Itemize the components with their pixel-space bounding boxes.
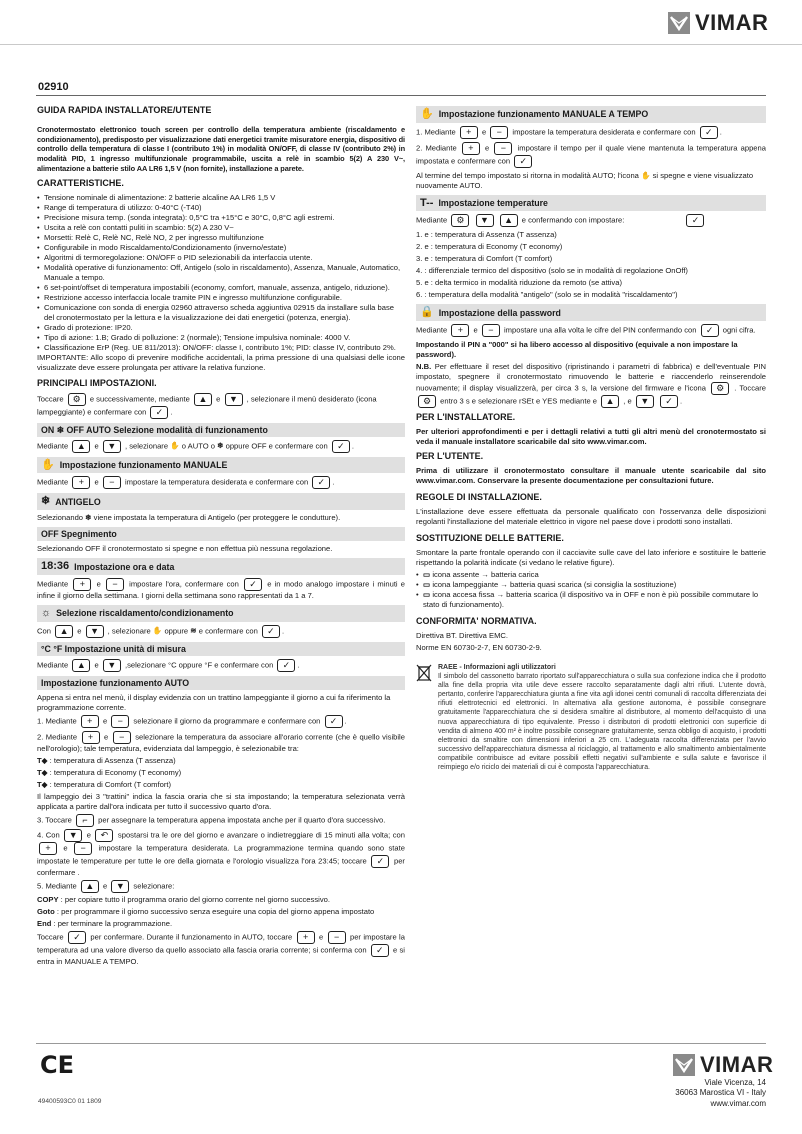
vimar-logo [668, 8, 768, 37]
settings-button-icon: ⚙ [451, 214, 469, 227]
settings-button-icon: ⚙ [68, 393, 86, 406]
heating-icon: ≋ [190, 626, 197, 636]
website-link[interactable]: www.vimar.com [710, 1098, 766, 1108]
minus-button-icon: − [482, 324, 500, 337]
plus-button-icon: + [73, 578, 91, 591]
plus-button-icon: + [82, 731, 100, 744]
list-item: • Uscita a relè con contatti puliti in scambio: 5(2) A 230 V~ [37, 223, 405, 233]
list-item: • Configurabile in modo Riscaldamento/Condizionamento (inverno/estate) [37, 243, 405, 253]
list-item: • Range di temperatura di utilizzo: 0-40°C (-T40) [37, 203, 405, 213]
section-mode-selection: ON ❄ OFF AUTO Selezione modalità di funzionamento [37, 423, 405, 437]
season-text: Con ▲ e ▼ , selezionare ✋ oppure ≋ e confermare con ✓ . [37, 625, 285, 636]
header-divider [0, 44, 802, 45]
down-arrow-button-icon: ▼ [636, 395, 654, 408]
check-button-icon: ✓ [312, 476, 330, 489]
minus-button-icon: − [103, 476, 121, 489]
temp-list-item: 3. e : temperatura di Comfort (T comfort) [416, 254, 553, 264]
hand-icon: ✋ [152, 626, 163, 636]
check-button-icon: ✓ [332, 440, 350, 453]
auto-step-5: 5. Mediante ▲ e ▼ selezionare: [37, 880, 175, 891]
auto-step-4: 4. Con ▼ e ↶ spostarsi tra le ore del giorno e avanzare o indietreggiare di 15 minuti alla volta; con + e − impostare la temperatura desiderata. La programmazione termina quando sono state impostate le temperature per tutte le ore della giornata e l'orologio visualizza l'ora 23:45; toccare ✓ per confermare . [37, 829, 405, 877]
timed-text: Al termine del tempo impostato si ritorna in modalità AUTO; l'icona ✋ si spegne e viene visualizzato nuovamente AUTO. [416, 170, 754, 190]
down-arrow-button-icon: ▼ [103, 659, 121, 672]
installer-title: PER L'INSTALLATORE. [416, 412, 516, 423]
conformity-text: Direttiva BT. Direttiva EMC. [416, 630, 508, 640]
timed-step-2: 2. Mediante + e − impostare il tempo per il quale viene mantenuta la temperatura appena impostata e confermare con ✓ [416, 142, 766, 166]
down-arrow-button-icon: ▼ [111, 880, 129, 893]
down-arrow-button-icon: ▼ [86, 625, 104, 638]
password-free-note: Impostando il PIN a "000" si ha libero accesso al dispositivo (equivale a non impostare la password). [416, 340, 738, 360]
temp-list-item: 6. : temperatura della modalità "antigelo" (solo se in modalità "riscaldamento") [416, 290, 678, 300]
guide-title: GUIDA RAPIDA INSTALLATORE/UTENTE [37, 105, 212, 115]
raee-text: Il simbolo del cassonetto barrato riportato sull'apparecchiatura o sulla sua confezione indica che il prodotto alla fine della propria vita utile deve essere raccolto separatamente dagli altri rifiuti. L'utente dovrà, pertanto, conferire l'apparecchiatura giunta a fine vita agli idonei centri comunali di raccolta differenziata dei rifiuti elettrotecnici ed elettronici. In alternativa alla gestione autonoma, è possibile consegnare gratuitamente l'apparecchiatura che si desidera smaltire al distributore, al momento dell'acquisto di una nuova apparecchiatura di tipo equivalente. Presso i distributori di prodotti elettronici con superficie di vendita di almeno 400 m² è inoltre possibile consegnare gratuitamente, senza obbligo di acquisto, i prodotti elettronici da smaltire con dimensioni inferiori a 25 cm. L'adeguata raccolta differenziata per l'avvio successivo dell'apparecchiatura dismessa al riciclaggio, al trattamento e allo smaltimento ambientalmente compatibile contribuisce ad evitare possibili effetti negativi sull'ambiente e sulla salute e favorisce il reimpiego e/o riciclo dei materiali di cui è composta l'apparecchiatura. [438, 673, 766, 772]
section-timed-manual: ✋ Impostazione funzionamento MANUALE A TEMPO [416, 106, 766, 123]
auto-text-final: Toccare ✓ per confermare. Durante il funzionamento in AUTO, toccare + e − per impostare la temperatura ad una valore diverso da quello associato alla fascia oraria corrente; si conferma con ✓ e si entra in MANUALE A TEMPO. [37, 932, 405, 967]
section-password: 🔒 Impostazione della password [416, 304, 766, 321]
installer-text: Per ulteriori approfondimenti e per i dettagli relativi a tutti gli altri menù del cronotermostato si veda il manuale installatore scaricabile dal sito www.vimar.com. [416, 427, 766, 447]
down-arrow-button-icon: ▼ [103, 440, 121, 453]
manual-text: Mediante + e − impostare la temperatura desiderata e confermare con ✓ . [37, 477, 335, 488]
settings-button-icon: ⚙ [711, 382, 729, 395]
bin-icon [416, 663, 432, 772]
temp-item-absence: T◆ : temperatura di Assenza (T assenza) [37, 755, 176, 765]
section-off: OFF Spegnimento [37, 527, 405, 541]
check-button-icon: ✓ [700, 126, 718, 139]
up-arrow-button-icon: ▲ [55, 625, 73, 638]
check-button-icon: ✓ [68, 931, 86, 944]
down-arrow-button-icon: ▼ [476, 214, 494, 227]
hand-clock-icon: ✋ [641, 170, 651, 180]
brand-name: VIMAR [700, 1052, 774, 1077]
raee-content [438, 663, 766, 772]
conformity-title: CONFORMITA' NORMATIVA. [416, 615, 537, 626]
vimar-logo-icon [668, 12, 690, 34]
up-arrow-button-icon: ▲ [81, 880, 99, 893]
hand-clock-icon: ✋ [420, 108, 434, 120]
hand-icon: ✋ [170, 441, 180, 451]
raee-block [416, 663, 766, 772]
settings-button-icon: ⚙ [418, 395, 436, 408]
minus-button-icon: − [494, 142, 512, 155]
title-divider [36, 95, 766, 96]
list-item: • 6 set-point/offset di temperatura impostabili (economy, comfort, manuale, assenza, antigelo, riduzione). [37, 283, 405, 293]
minus-button-icon: − [106, 578, 124, 591]
temp-economy-icon: T◆ [37, 767, 48, 777]
list-item: • Algoritmi di termoregolazione: ON/OFF o PID selezionabili da interfaccia utente. [37, 253, 405, 263]
minus-button-icon: − [113, 731, 131, 744]
list-item: • Classificazione ErP (Reg. UE 811/2013): ON/OFF: classe I, contributo 1%; PID: classe IV, contributo 2%. [37, 343, 405, 353]
left-column [37, 102, 405, 969]
list-item: • ▭ icona lampeggiante → batteria quasi scarica (si consiglia la sostituzione) [416, 580, 766, 590]
snowflake-icon: ❄ [217, 441, 224, 451]
hand-icon: ✋ [41, 458, 55, 471]
copy-option: COPY : per copiare tutto il programma orario del giorno corrente nel giorno successivo. [37, 894, 330, 904]
list-item: • Restrizione accesso interfaccia locale tramite PIN e ingresso multifunzione configurabile. [37, 293, 405, 303]
section-antigelo: ❄ ANTIGELO [37, 493, 405, 510]
company-address [606, 1078, 766, 1109]
check-button-icon: ✓ [277, 659, 295, 672]
section-auto: Impostazione funzionamento AUTO [37, 676, 405, 690]
auto-text-4: Il lampeggio dei 3 "trattini" indica la fascia oraria che si sta impostando; la temperatura selezionata verrà applicata a partire dall'ora indicata per tutto il successivo quarto d'ora. [37, 791, 405, 811]
temp-list-item: 1. e : temperatura di Assenza (T assenza) [416, 230, 557, 240]
sun-icon: ☼ [41, 606, 52, 619]
check-button-icon: ✓ [150, 406, 168, 419]
temp-list-item: 4. : differenziale termico del dispositivo (solo se in modalità di regolazione OnOff) [416, 266, 688, 276]
minus-button-icon: − [74, 842, 92, 855]
check-button-icon: ✓ [371, 944, 389, 957]
minus-button-icon: − [328, 931, 346, 944]
section-clock: 18:36 Impostazione ora e data [37, 558, 405, 575]
user-title: PER L'UTENTE. [416, 451, 484, 462]
rules-title: REGOLE DI INSTALLAZIONE. [416, 491, 542, 502]
unit-text: Mediante ▲ e ▼ ,selezionare °C oppure °F e confermare con ✓ . [37, 659, 300, 670]
plus-button-icon: + [72, 476, 90, 489]
plus-button-icon: + [451, 324, 469, 337]
list-item: • ▭ icona assente → batteria carica [416, 570, 766, 580]
principal-settings-text: Toccare ⚙ e successivamente, mediante ▲ e ▼ , selezionare il menù desiderato (icona lampeggiante) e confermare con ✓ . [37, 393, 377, 417]
check-button-icon: ✓ [262, 625, 280, 638]
principal-settings-title: PRINCIPALI IMPOSTAZIONI. [37, 377, 157, 388]
back-button-icon: ↶ [95, 829, 113, 842]
features-title: CARATTERISTICHE. [37, 177, 124, 188]
plus-button-icon: + [462, 142, 480, 155]
ce-mark-icon: CE [40, 1051, 75, 1079]
section-season: ☼ Selezione riscaldamento/condizionamento [37, 605, 405, 622]
list-item: • Tensione nominale di alimentazione: 2 batterie alcaline AA LR6 1,5 V [37, 193, 405, 203]
quarter-hour-button-icon: ⌐ [76, 814, 94, 827]
plus-button-icon: + [460, 126, 478, 139]
rules-text: L'installazione deve essere effettuata da personale qualificato con l'osservanza delle disposizioni regolanti l'installazione del materiale elettrico in vigore nel paese dove i prodotti sono installati. [416, 506, 766, 526]
temp-comfort-icon: T◆ [37, 779, 48, 789]
minus-button-icon: − [490, 126, 508, 139]
list-item: • ▭ icona accesa fissa → batteria scarica (il dispositivo va in OFF e non è più possibile commutare lo stato di funzionamento). [416, 590, 766, 610]
user-text: Prima di utilizzare il cronotermostato consultare il manuale utente scaricabile dal sito www.vimar.com. Conservare la presente documentazione per consultazioni future. [416, 465, 766, 485]
plus-button-icon: + [81, 715, 99, 728]
battery-icon: ▭ [423, 569, 431, 579]
off-text: Selezionando OFF il cronotermostato si spegne e non effettua più nessuna regolazione. [37, 544, 333, 554]
password-text: Mediante + e − impostare una alla volta le cifre del PIN confermando con ✓ ogni cifra. [416, 325, 756, 336]
list-item: • Grado di protezione: IP20. [37, 323, 405, 333]
right-column [416, 102, 766, 772]
up-arrow-button-icon: ▲ [72, 440, 90, 453]
document-code: 02910 [38, 81, 69, 93]
down-arrow-button-icon: ▼ [225, 393, 243, 406]
battery-title: SOSTITUZIONE DELLE BATTERIE. [416, 532, 564, 543]
vimar-logo [673, 1050, 773, 1079]
temp-item-comfort: T◆ : temperatura di Comfort (T comfort) [37, 779, 172, 789]
up-arrow-button-icon: ▲ [194, 393, 212, 406]
features-list [37, 193, 405, 353]
conformity-norms: Norme EN 60730-2-7, EN 60730-2-9. [416, 642, 542, 652]
temp-list-item: 5. e : delta termico in modalità riduzione da remoto (se attiva) [416, 278, 622, 288]
list-item: • Comunicazione con sonda di energia 02960 attraverso scheda aggiuntiva 02915 da installare sulla base del cronotermostato per la lettura e la visualizzazione dei dati energetici (potenza, energia). [37, 303, 405, 323]
battery-icon: ▭ [423, 589, 431, 599]
timed-step-1: 1. Mediante + e − impostare la temperatura desiderata e confermare con ✓ . [416, 126, 722, 137]
clock-text: Mediante + e − impostare l'ora, confermare con ✓ e in modo analogo impostare i minuti e infine il giorno della settimana. I giorni della settimana sono rappresentati da 1 a 7. [37, 578, 405, 600]
important-note: IMPORTANTE: Allo scopo di prevenire modifiche accidentali, la prima pressione di una qualsiasi delle icone visualizzate deve essere prolungata per attivare la relativa funzione. [37, 352, 405, 372]
goto-option: Goto : per programmare il giorno successivo senza eseguire una copia del giorno appena impostato [37, 907, 375, 917]
list-item: • Modalità operative di funzionamento: Off, Antigelo (solo in riscaldamento), Assenza, Manuale, Automatico, Manuale a tempo. [37, 263, 405, 283]
battery-icon: ▭ [423, 579, 431, 589]
check-button-icon: ✓ [514, 155, 532, 168]
battery-text: Smontare la parte frontale operando con il cacciavite sulle cave del lato inferiore e sostituire le batterie rispettando la polarità indicate (si vedano le relative figure). [416, 547, 766, 567]
check-button-icon: ✓ [244, 578, 262, 591]
address-city: 36063 Marostica VI - Italy [675, 1088, 766, 1098]
list-item: • Tipo di azione: 1.B; Grado di polluzione: 2 (normale); Tensione impulsiva nominale: 4000 V. [37, 333, 405, 343]
brand-name: VIMAR [695, 10, 769, 35]
address-street: Viale Vicenza, 14 [704, 1078, 766, 1087]
vimar-logo-icon [673, 1054, 695, 1076]
minus-button-icon: − [111, 715, 129, 728]
check-button-icon: ✓ [686, 214, 704, 227]
temps-text: Mediante ⚙ ▼ ▲ e confermando con impostare: ✓ [416, 214, 766, 227]
list-item: • Morsetti: Relè C, Relè NC, Relè NO, 2 per ingresso multifunzione [37, 233, 405, 243]
section-unit: °C °F Impostazione unità di misura [37, 642, 405, 656]
plus-button-icon: + [39, 842, 57, 855]
intro-text: Cronotermostato elettronico touch screen per controllo della temperatura ambiente (riscaldamento e condizionamento), predisposto per visualizzazione dati energetici tramite misuratore energia, dispositivo di controllo della temperatura di classe I (contributo 1%) in modalità ON/OFF, di classe IV (contributo 2%) in modalità PID, 1 ingresso multifunzionale programmabile, uscita a relè in scambio 5(2) A 230 V~, alimentazione a batterie stilo AA LR6 1,5 V (non fornite), installazione a parete. [37, 124, 405, 173]
end-option: End : per terminare la programmazione. [37, 919, 173, 929]
auto-step-3: 3. Toccare ⌐ per assegnare la temperatura appena impostata anche per il quarto d'ora successivo. [37, 814, 386, 825]
temp-absence-icon: T◆ [37, 755, 48, 765]
auto-step-1: 1. Mediante + e − selezionare il giorno da programmare e confermare con ✓ . [37, 715, 347, 726]
down-arrow-button-icon: ▼ [64, 829, 82, 842]
mode-text: Mediante ▲ e ▼ , selezionare ✋ o AUTO o ❄ oppure OFF e confermare con ✓ . [37, 440, 355, 451]
temp-list-item: 2. e : temperatura di Economy (T economy) [416, 242, 563, 252]
section-manual: ✋ Impostazione funzionamento MANUALE [37, 457, 405, 474]
list-item: • Precisione misura temp. (sonda integrata): 0,5°C tra +15°C e 30°C, 0,8°C agli estremi. [37, 213, 405, 223]
document-revision-code: 49400593C0 01 1809 [38, 1098, 102, 1105]
temp-item-economy: T◆ : temperatura di Economy (T economy) [37, 767, 182, 777]
up-arrow-button-icon: ▲ [601, 395, 619, 408]
check-button-icon: ✓ [660, 395, 678, 408]
battery-list [416, 570, 766, 610]
thermometer-icon: T-- [420, 196, 434, 209]
up-arrow-button-icon: ▲ [500, 214, 518, 227]
auto-text-1: Appena si entra nel menù, il display evidenzia con un trattino lampeggiante il giorno a cui fa riferimento la programmazione corrente. [37, 692, 391, 712]
snowflake-icon: ❄ [41, 495, 51, 508]
lock-icon: 🔒 [420, 306, 434, 319]
plus-button-icon: + [297, 931, 315, 944]
raee-title: RAEE - Informazioni agli utilizzatori [438, 663, 556, 671]
up-arrow-button-icon: ▲ [72, 659, 90, 672]
antigelo-text: Selezionando ❄ viene impostata la temperatura di Antigelo (per proteggere le condutture). [37, 513, 341, 523]
footer-divider [36, 1043, 766, 1044]
check-button-icon: ✓ [371, 855, 389, 868]
clock-display-icon: 18:36 [41, 560, 70, 573]
section-temperatures: T-- Impostazione temperature [416, 195, 766, 212]
snowflake-icon: ❄ [85, 513, 92, 523]
reset-note: N.B. Per effettuare il reset del dispositivo (ripristinando i parametri di fabbrica) e dell'eventuale PIN impostato, spegnere il cronotermostato rimuovendo le batterie e riaccenderlo reinserendole nuovamente; il display visualizzerà, per circa 3 s, la versione del firmware e l'icona ⚙ . Toccare ⚙ entro 3 s e selezionare rSEt e YES mediante e ▲ , e ▼ ✓ . [416, 362, 766, 407]
check-button-icon: ✓ [325, 715, 343, 728]
check-button-icon: ✓ [701, 324, 719, 337]
auto-step-2: 2. Mediante + e − selezionare la temperatura da associare all'orario corrente (che è quello visibile nell'orologio); tale temperatura, evidenziata dal lampeggio, è selezionabile tra: [37, 731, 405, 753]
